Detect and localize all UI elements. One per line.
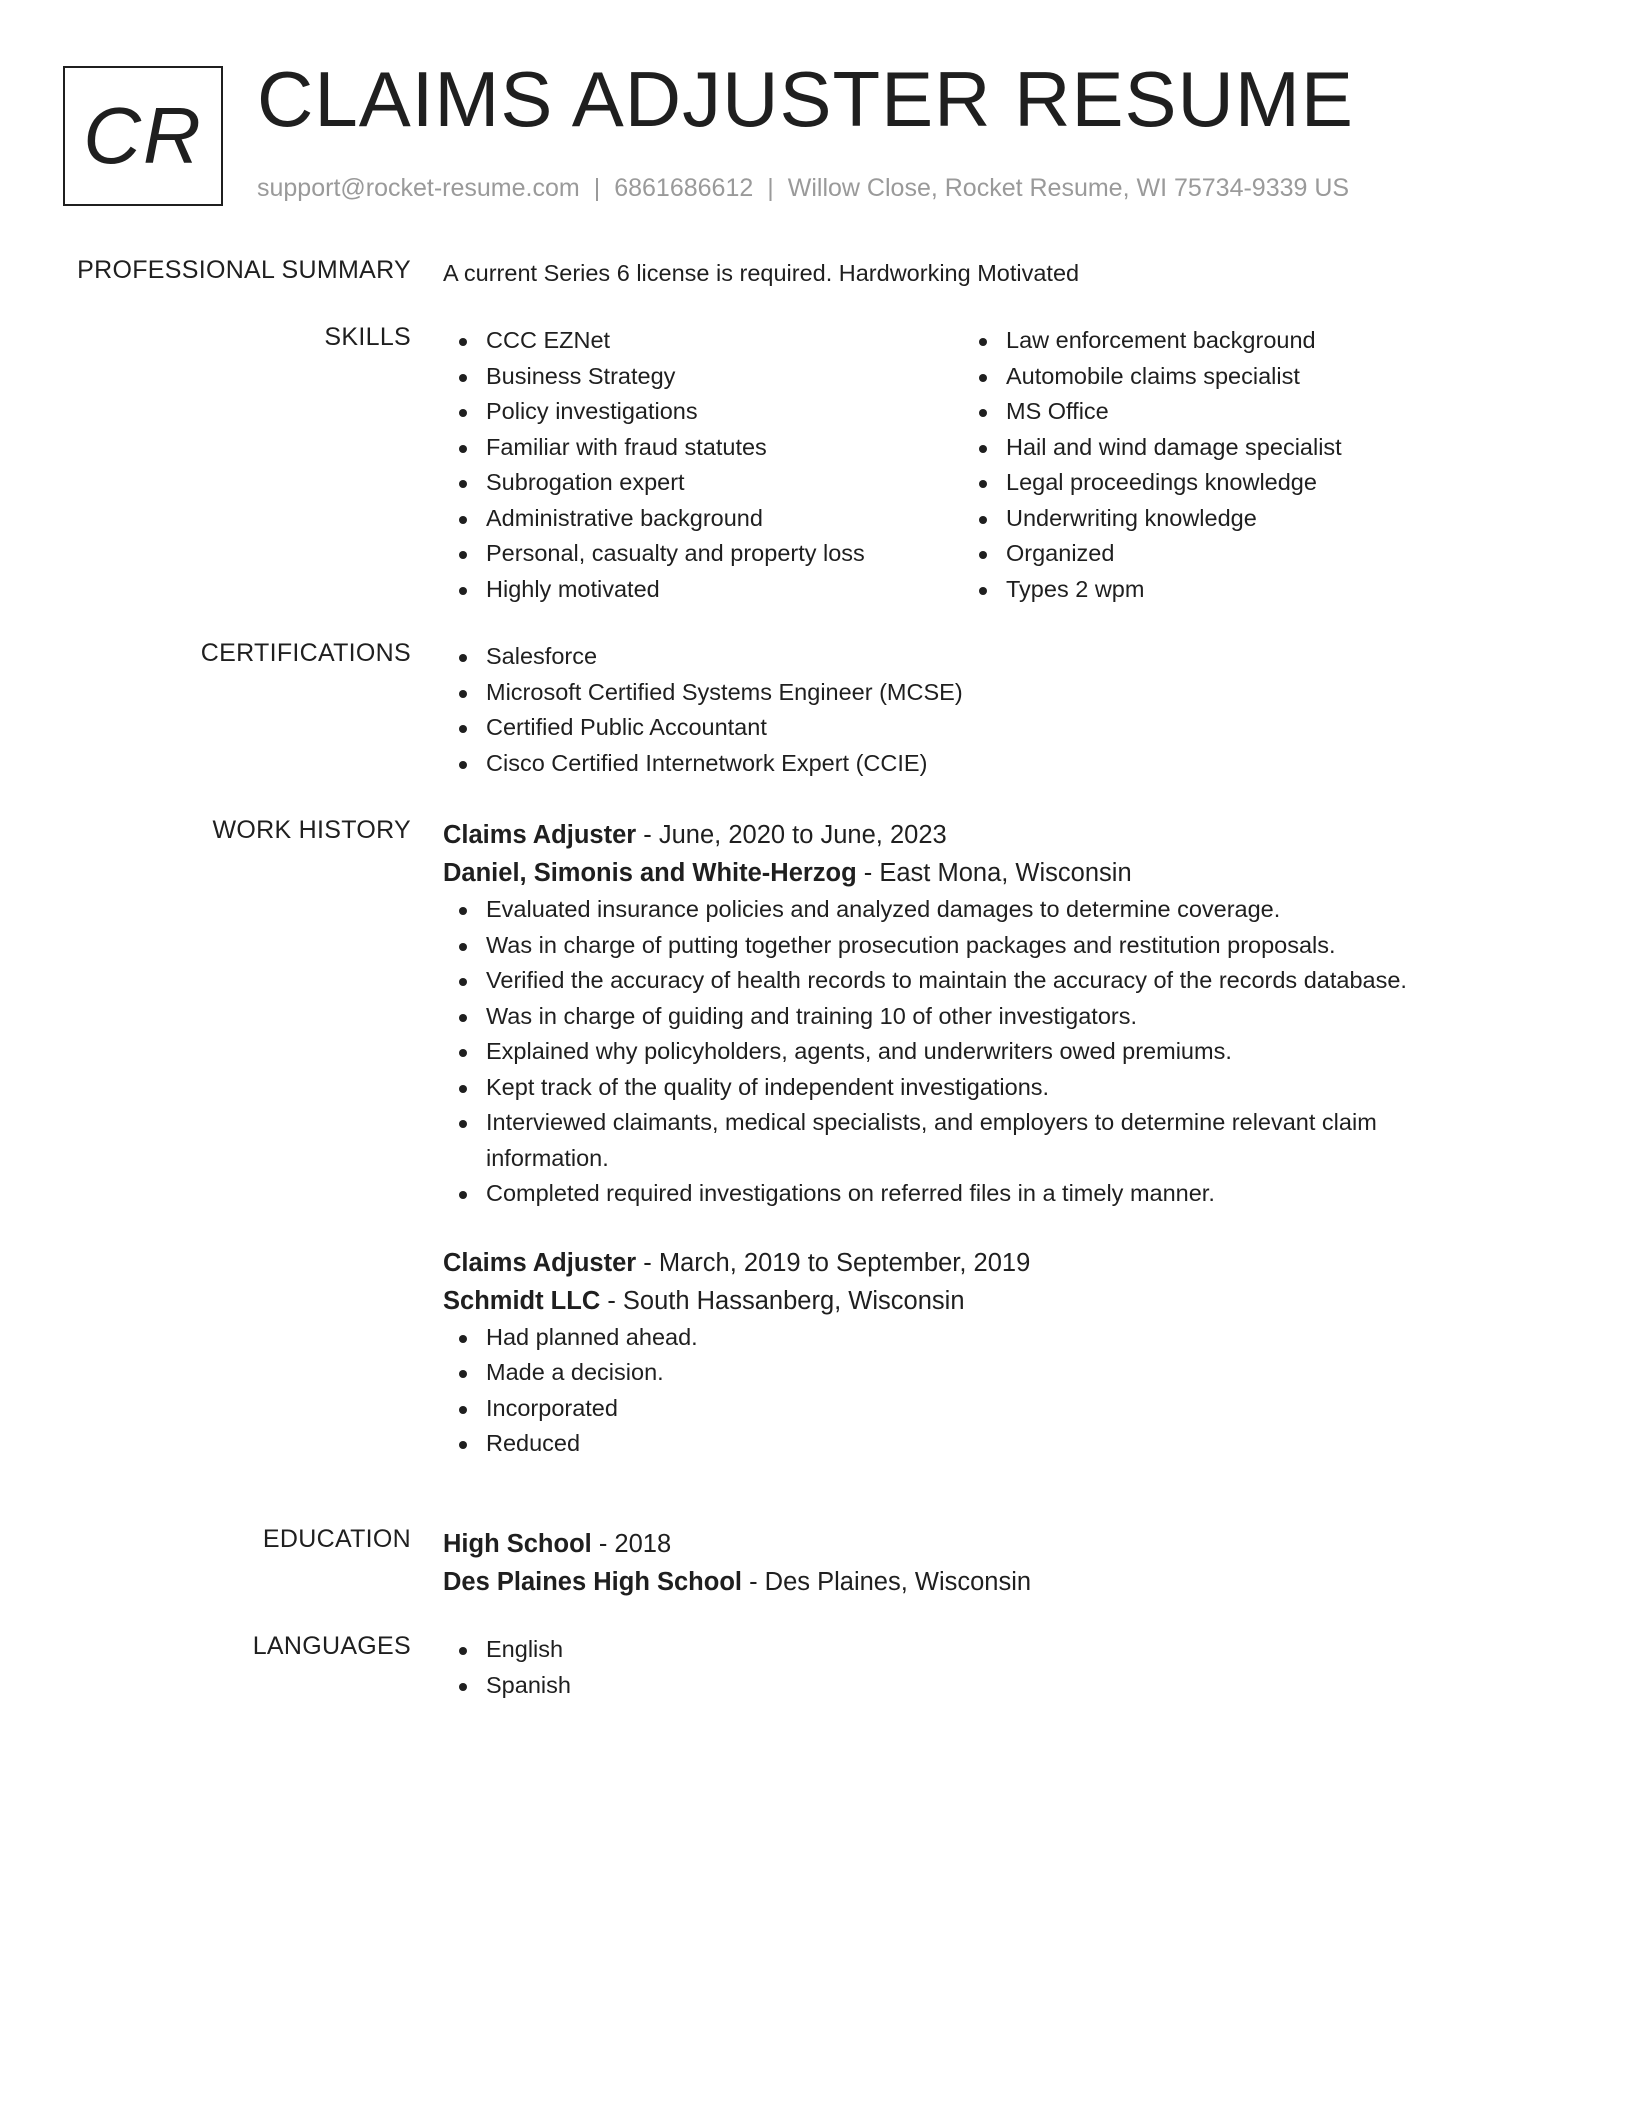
section-heading-skills: SKILLS <box>324 323 411 351</box>
skills-list-left <box>443 323 963 607</box>
skill-item: Personal, casualty and property loss <box>443 536 963 572</box>
contact-separator: | <box>593 174 601 202</box>
job-duties-list <box>443 892 1483 1212</box>
skills-list-right <box>963 323 1483 607</box>
contact-email[interactable]: support@rocket-resume.com <box>257 174 580 202</box>
summary-text: A current Series 6 license is required. Hardworking Motivated <box>443 260 1080 286</box>
section-heading-work-history: WORK HISTORY <box>212 816 411 844</box>
job-company-line <box>443 1282 1483 1320</box>
job-duty-item: Kept track of the quality of independent investigations. <box>443 1070 1483 1106</box>
contact-phone[interactable]: 6861686612 <box>614 174 754 202</box>
skill-item: Policy investigations <box>443 394 963 430</box>
job-duty-item: Was in charge of guiding and training 10 of other investigators. <box>443 999 1483 1035</box>
certification-item: Microsoft Certified Systems Engineer (MCSE) <box>443 675 1483 711</box>
education-year: - 2018 <box>591 1530 672 1558</box>
skill-item: Subrogation expert <box>443 465 963 501</box>
education-school: Des Plaines High School <box>443 1568 742 1596</box>
skill-item: Underwriting knowledge <box>963 501 1483 537</box>
certification-item: Cisco Certified Internetwork Expert (CCIE) <box>443 746 1483 782</box>
education-degree: High School <box>443 1530 592 1558</box>
skill-item: Hail and wind damage specialist <box>963 430 1483 466</box>
job-title-line <box>443 1244 1483 1282</box>
job-duty-item: Incorporated <box>443 1391 1483 1427</box>
certifications-list <box>443 639 1483 781</box>
job-duty-item: Verified the accuracy of health records to maintain the accuracy of the records database. <box>443 963 1483 999</box>
job-company: Schmidt LLC <box>443 1286 601 1315</box>
skill-item: Types 2 wpm <box>963 572 1483 608</box>
skill-item: Legal proceedings knowledge <box>963 465 1483 501</box>
job-entry <box>443 1244 1483 1462</box>
skills-columns <box>443 323 1483 607</box>
job-company-line <box>443 854 1483 892</box>
education-school-line <box>443 1563 1483 1601</box>
skill-item: Highly motivated <box>443 572 963 608</box>
skill-item: Organized <box>963 536 1483 572</box>
job-duty-item: Reduced <box>443 1426 1483 1462</box>
job-location: - East Mona, Wisconsin <box>856 859 1132 887</box>
section-heading-languages: LANGUAGES <box>252 1632 411 1660</box>
monogram-logo: CR <box>63 66 223 206</box>
section-heading-certifications: CERTIFICATIONS <box>200 639 411 667</box>
job-dates: - March, 2019 to September, 2019 <box>636 1248 1031 1277</box>
resume-title: CLAIMS ADJUSTER RESUME <box>257 55 1354 143</box>
job-dates: - June, 2020 to June, 2023 <box>636 821 947 849</box>
skill-item: Familiar with fraud statutes <box>443 430 963 466</box>
job-duty-item: Completed required investigations on referred files in a timely manner. <box>443 1176 1483 1212</box>
contact-separator: | <box>767 174 774 202</box>
job-duty-item: Explained why policyholders, agents, and underwriters owed premiums. <box>443 1034 1483 1070</box>
certification-item: Salesforce <box>443 639 1483 675</box>
job-title-line <box>443 816 1483 854</box>
job-duty-item: Made a decision. <box>443 1355 1483 1391</box>
job-duty-item: Evaluated insurance policies and analyzed damages to determine coverage. <box>443 892 1483 928</box>
language-item: English <box>443 1632 1483 1668</box>
language-item: Spanish <box>443 1668 1483 1704</box>
contact-line <box>257 174 1349 203</box>
job-duty-item: Was in charge of putting together prosecution packages and restitution proposals. <box>443 928 1483 964</box>
work-history-body <box>443 816 1483 1462</box>
languages-list <box>443 1632 1483 1703</box>
skill-item: Law enforcement background <box>963 323 1483 359</box>
skill-item: Automobile claims specialist <box>963 359 1483 395</box>
section-heading-education: EDUCATION <box>262 1525 411 1553</box>
job-entry <box>443 816 1483 1212</box>
job-company: Daniel, Simonis and White-Herzog <box>443 859 857 887</box>
skill-item: Business Strategy <box>443 359 963 395</box>
skill-item: MS Office <box>963 394 1483 430</box>
contact-address: Willow Close, Rocket Resume, WI 75734-9339 US <box>787 174 1350 202</box>
education-degree-line <box>443 1525 1483 1563</box>
job-title: Claims Adjuster <box>443 821 637 849</box>
skill-item: Administrative background <box>443 501 963 537</box>
job-title: Claims Adjuster <box>443 1248 637 1277</box>
section-heading-summary: PROFESSIONAL SUMMARY <box>77 256 411 284</box>
job-duty-item: Interviewed claimants, medical specialists, and employers to determine relevant claim information. <box>443 1105 1483 1176</box>
certification-item: Certified Public Accountant <box>443 710 1483 746</box>
job-duty-item: Had planned ahead. <box>443 1320 1483 1356</box>
education-location: - Des Plaines, Wisconsin <box>742 1568 1032 1596</box>
skill-item: CCC EZNet <box>443 323 963 359</box>
education-body <box>443 1525 1483 1601</box>
job-location: - South Hassanberg, Wisconsin <box>600 1286 965 1315</box>
job-duties-list <box>443 1320 1483 1462</box>
